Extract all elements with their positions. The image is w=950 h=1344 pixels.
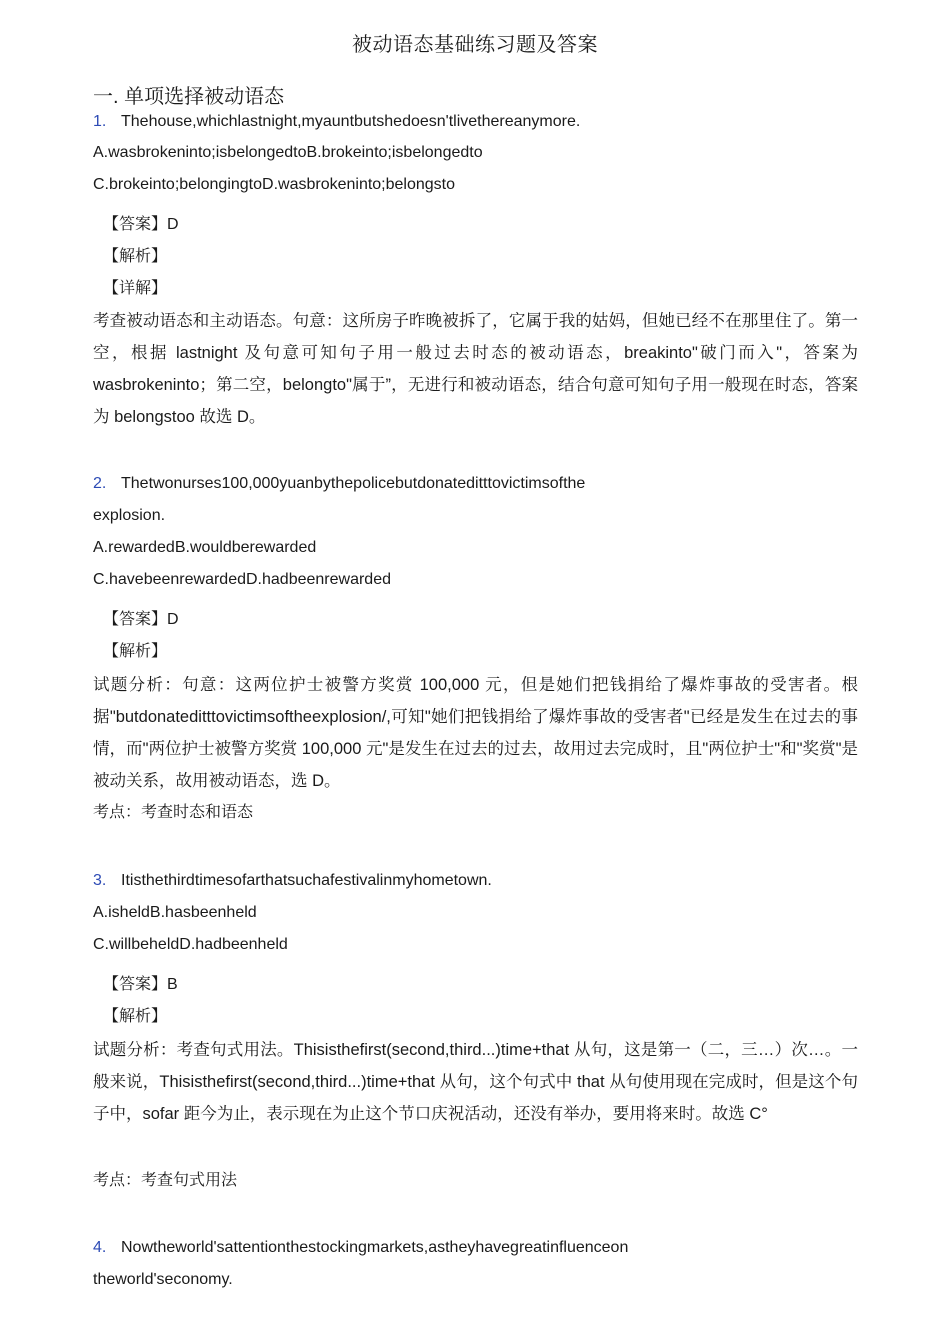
question-2-kaodian: 考点：考查时态和语态 xyxy=(93,804,254,821)
question-4-stem-continued: theworld'seconomy. xyxy=(93,1271,233,1288)
question-1-answer: 【答案】D xyxy=(103,216,179,233)
question-1-options-cd: C.brokeinto;belongingtoD.wasbrokeninto;belongsto xyxy=(93,176,456,193)
question-number: 2. xyxy=(93,475,107,492)
question-1-stem xyxy=(93,111,580,133)
question-3-options-cd: C.willbeheldD.hadbeenheld xyxy=(93,936,288,953)
question-3-answer: 【答案】B xyxy=(103,976,178,993)
question-3-options-ab: A.isheldB.hasbeenheld xyxy=(93,904,257,921)
question-2-answer: 【答案】D xyxy=(103,611,179,628)
question-text: Nowtheworld'sattentionthestockingmarkets,astheyhavegreatinfluenceon xyxy=(121,1239,629,1256)
question-2-stem-continued: explosion. xyxy=(93,507,166,524)
question-3-explanation: 试题分析：考查句式用法。Thisisthefirst(second,third...)time+that 从句，这是第一（二，三…）次…。一般来说，Thisisthefirst(second,third...)time+that 从句，这个句式中 that 从句使用现在完成时，但是这个句子中，sofar 距今为止，表示现在为止这个节口庆祝活动，还没有举办，要用将来时。故选 C° xyxy=(93,1041,858,1123)
question-3-kaodian: 考点：考查句式用法 xyxy=(93,1172,238,1189)
question-2-options-cd: C.havebeenrewardedD.hadbeenrewarded xyxy=(93,571,391,588)
question-text: Thehouse,whichlastnight,myauntbutshedoesn'tlivethereanymore. xyxy=(121,113,581,130)
question-3-analysis-label: 【解析】 xyxy=(103,1008,168,1025)
question-1-options-ab: A.wasbrokeninto;isbelongedtoB.brokeinto;isbelongedto xyxy=(93,144,483,161)
question-1-explanation: 考查被动语态和主动语态。句意：这所房子昨晚被拆了，它属于我的姑妈，但她已经不在那里住了。第一空，根据 lastnight 及句意可知句子用一般过去时态的被动语态，breakinto"破门而入"，答案为 wasbrokeninto；第二空，belongto"属于”，无进行和被动语态，结合句意可知句子用一般现在时态，答案为 belongstoo 故选 D。 xyxy=(93,312,858,426)
document-title: 被动语态基础练习题及答案 xyxy=(352,34,598,56)
question-number: 4. xyxy=(93,1239,107,1256)
question-text: Thetwonurses100,000yuanbythepolicebutdonateditttovictimsofthe xyxy=(121,475,586,492)
section-heading: 一. 单项选择被动语态 xyxy=(93,86,285,108)
question-4-stem xyxy=(93,1237,628,1259)
question-number: 3. xyxy=(93,872,107,889)
question-2-stem xyxy=(93,473,585,495)
question-1-detail-label: 【详解】 xyxy=(103,280,168,297)
question-2-options-ab: A.rewardedB.wouldberewarded xyxy=(93,539,317,556)
question-1-analysis-label: 【解析】 xyxy=(103,248,168,265)
question-3-stem xyxy=(93,870,492,892)
question-2-analysis-label: 【解析】 xyxy=(103,643,168,660)
question-2-explanation: 试题分析：句意：这两位护士被警方奖赏 100,000 元，但是她们把钱捐给了爆炸事故的受害者。根据"butdonateditttovictimsoftheexplosion/,可知"她们把钱捐给了爆炸事故的受害者"已经是发生在过去的事情，而"两位护士被警方奖赏 100,000 元"是发生在过去的过去，故用过去完成时，且"两位护士"和"奖赏"是被动关系，故用被动语态，选 D。 xyxy=(93,676,858,790)
question-number: 1. xyxy=(93,113,107,130)
question-text: Itisthethirdtimesofarthatsuchafestivalinmyhometown. xyxy=(121,872,492,889)
